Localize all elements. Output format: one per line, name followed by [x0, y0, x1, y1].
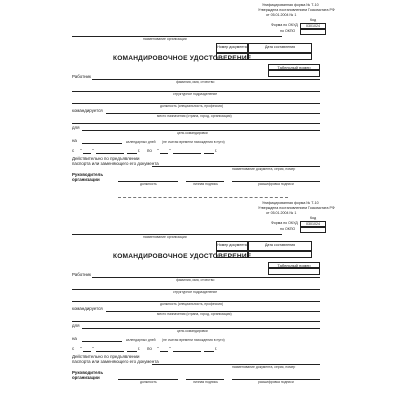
head-decode-caption: расшифровка подписи [258, 182, 294, 186]
doc-caption: наименование документа, серия, номер [232, 365, 296, 369]
valid-label: Действительно по предъявлении [72, 354, 140, 359]
doc-number-header: Номер документа [216, 241, 248, 251]
position-caption: должность (специальность, профессия) [160, 104, 223, 108]
head-label-1: Руководитель [72, 172, 104, 177]
tab-number-cell[interactable] [268, 70, 320, 77]
days-line[interactable] [82, 341, 122, 342]
to-quote-open: " [157, 148, 159, 153]
sent-label: командируется [72, 108, 103, 113]
from-quote-close: " [92, 148, 94, 153]
document-title: КОМАНДИРОВОЧНОЕ УДОСТОВЕРЕНИЕ [113, 253, 252, 260]
days-caption: календарных дней [126, 338, 156, 342]
from-day-line[interactable] [83, 153, 91, 154]
to-month-line[interactable] [173, 351, 201, 352]
to-day-line[interactable] [160, 153, 168, 154]
from-year-suffix: г. [138, 346, 141, 351]
worker-label: Работник [72, 272, 91, 277]
dept-caption: структурное подразделение [173, 92, 218, 96]
dept-caption: структурное подразделение [173, 290, 218, 294]
days-line[interactable] [82, 143, 122, 144]
sent-label: командируется [72, 306, 103, 311]
okpo-label: по ОКПО [280, 227, 296, 231]
position-caption: должность (специальность, профессия) [160, 302, 223, 306]
head-signature-caption: личная подпись [193, 380, 218, 384]
passport-label: паспорта или заменяющего его документа [72, 359, 159, 364]
from-month-line[interactable] [96, 153, 124, 154]
head-label-2: организации [72, 177, 100, 182]
fio-caption: фамилия, имя, отчество [176, 80, 215, 84]
to-year-line[interactable] [204, 153, 214, 154]
days-caption: календарных дней [126, 140, 156, 144]
purpose-caption: цель командировки [177, 131, 208, 135]
form-header-line2: Утверждена постановлением Госкомстата РФ [258, 8, 335, 12]
org-caption: наименование организации [143, 235, 187, 239]
from-year-line[interactable] [127, 351, 137, 352]
head-label-1: Руководитель [72, 370, 104, 375]
term-label: на [72, 336, 77, 341]
to-quote-close: " [169, 346, 171, 351]
destination-caption: место назначения (страна, город, организация) [157, 312, 232, 316]
tab-number-cell[interactable] [268, 268, 320, 275]
from-month-line[interactable] [96, 351, 124, 352]
from-day-line[interactable] [83, 351, 91, 352]
destination-line-2[interactable] [72, 321, 320, 322]
for-label: для [72, 323, 80, 328]
form-header-line2: Утверждена постановлением Госкомстата РФ [258, 206, 335, 210]
destination-line-2[interactable] [72, 123, 320, 124]
okpo-code [300, 227, 326, 233]
fio-caption: фамилия, имя, отчество [176, 278, 215, 282]
okud-code: 0301024 [300, 221, 326, 227]
valid-label: Действительно по предъявлении [72, 156, 140, 161]
destination-caption: место назначения (страна, город, организация) [157, 114, 232, 118]
form-header-line1: Унифицированная форма № Т-10 [262, 3, 319, 7]
to-year-suffix: г. [215, 346, 218, 351]
doc-caption: наименование документа, серия, номер [232, 167, 296, 171]
worker-label: Работник [72, 74, 91, 79]
document-title: КОМАНДИРОВОЧНОЕ УДОСТОВЕРЕНИЕ [113, 55, 252, 62]
days-note: (не считая времени нахождения в пути) [162, 338, 225, 342]
from-quote-open: " [80, 346, 82, 351]
okpo-label: по ОКПО [280, 29, 296, 33]
to-quote-open: " [157, 346, 159, 351]
org-caption: наименование организации [143, 37, 187, 41]
date-cell[interactable] [248, 251, 312, 258]
to-label: по [147, 346, 152, 351]
from-quote-close: " [92, 346, 94, 351]
term-label: на [72, 138, 77, 143]
from-label: с [72, 148, 75, 153]
code-label: Код [309, 18, 317, 22]
head-label-2: организации [72, 375, 100, 380]
date-header: Дата составления [248, 43, 312, 53]
to-month-line[interactable] [173, 153, 201, 154]
head-decode-caption: расшифровка подписи [258, 380, 294, 384]
code-label: Код [309, 216, 317, 220]
to-year-line[interactable] [204, 351, 214, 352]
tab-number-header: Табельный номер [268, 64, 320, 70]
from-label: с [72, 346, 75, 351]
tab-number-header: Табельный номер [268, 262, 320, 268]
days-note: (не считая времени нахождения в пути) [162, 140, 225, 144]
from-year-line[interactable] [127, 153, 137, 154]
to-label: по [147, 148, 152, 153]
head-position-caption: должность [140, 182, 157, 186]
to-year-suffix: г. [215, 148, 218, 153]
from-year-suffix: г. [138, 148, 141, 153]
form-header-line1: Унифицированная форма № Т-10 [262, 201, 319, 205]
date-header: Дата составления [248, 241, 312, 251]
to-quote-close: " [169, 148, 171, 153]
head-signature-caption: личная подпись [193, 182, 218, 186]
form-header-line3: от 05.01.2004 № 1 [266, 211, 297, 215]
travel-certificate-copy-2 [0, 198, 400, 398]
for-label: для [72, 125, 80, 130]
from-quote-open: " [80, 148, 82, 153]
to-day-line[interactable] [160, 351, 168, 352]
purpose-caption: цель командировки [177, 329, 208, 333]
passport-label: паспорта или заменяющего его документа [72, 161, 159, 166]
okud-label: Форма по ОКУД [271, 221, 298, 225]
okpo-code [300, 29, 326, 35]
date-cell[interactable] [248, 53, 312, 60]
doc-number-header: Номер документа [216, 43, 248, 53]
okud-code: 0301024 [300, 23, 326, 29]
okud-label: Форма по ОКУД [271, 23, 298, 27]
head-position-caption: должность [140, 380, 157, 384]
form-header-line3: от 05.01.2004 № 1 [266, 13, 297, 17]
